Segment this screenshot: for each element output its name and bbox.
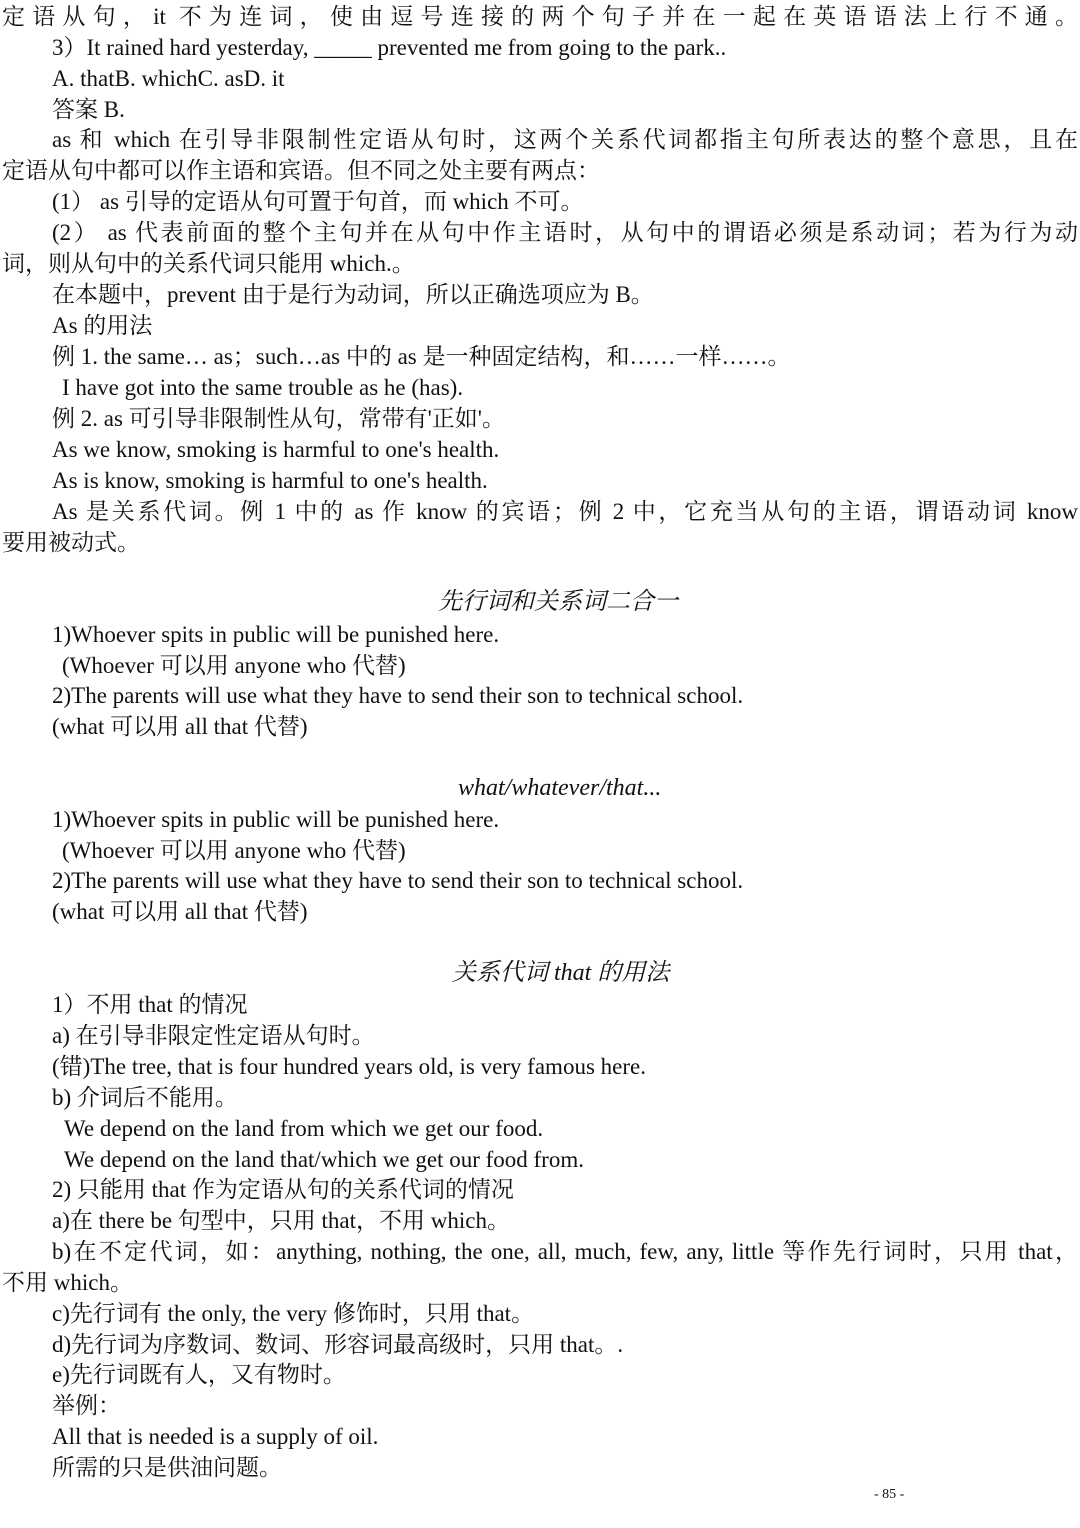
as-usage-example-1: 例 1. the same… as；such…as 中的 as 是一种固定结构，和……一样……。 — [52, 344, 791, 369]
that-rule-a: a) 在引导非限定性定语从句时。 — [52, 1023, 375, 1048]
antecedent-line: 2)The parents will use what they have to send their son to technical school. — [52, 683, 744, 708]
section-heading-antecedent: 先行词和关系词二合一 — [438, 589, 678, 615]
question-3-stem: 3）It rained hard yesterday, _____ prevented me from going to the park.. — [52, 35, 727, 60]
explanation-line: as 和 which 在引导非限制性定语从句时，这两个关系代词都指主句所表达的整个意思，且在 — [52, 127, 1078, 152]
what-line: 1)Whoever spits in public will be punished here. — [52, 807, 500, 832]
that-only-rule-c: c)先行词有 the only, the very 修饰时，只用 that。 — [52, 1301, 535, 1326]
page-number: - 85 - — [874, 1487, 905, 1502]
question-3-options: A. thatB. whichC. asD. it — [52, 66, 285, 91]
as-usage-note: As 是关系代词。例 1 中的 as 作 know 的宾语；例 2 中，它充当从句的主语，谓语动词 know — [52, 499, 1078, 524]
that-sub-heading-2: 2) 只能用 that 作为定语从句的关系代词的情况 — [52, 1177, 514, 1202]
as-usage-example-1-sentence: I have got into the same trouble as he (has). — [62, 375, 464, 400]
as-usage-example-2-sentence: As is know, smoking is harmful to one's health. — [52, 468, 488, 493]
antecedent-line: 1)Whoever spits in public will be punished here. — [52, 622, 500, 647]
that-rule-a-example: (错)The tree, that is four hundred years old, is very famous here. — [52, 1054, 646, 1079]
explanation-point-2-cont: 词，则从句中的关系代词只能用 which.。 — [2, 251, 415, 276]
example-sentence: All that is needed is a supply of oil. — [52, 1424, 379, 1449]
example-label: 举例： — [52, 1393, 121, 1418]
that-only-rule-e: e)先行词既有人，又有物时。 — [52, 1362, 346, 1387]
antecedent-line: (Whoever 可以用 anyone who 代替) — [62, 653, 406, 678]
antecedent-line: (what 可以用 all that 代替) — [52, 714, 308, 739]
as-usage-example-2-sentence: As we know, smoking is harmful to one's health. — [52, 437, 500, 462]
explanation-line: 定语从句中都可以作主语和宾语。但不同之处主要有两点： — [2, 158, 600, 183]
that-sub-heading-1: 1）不用 that 的情况 — [52, 992, 248, 1017]
that-rule-b-example: We depend on the land from which we get our food. — [64, 1116, 544, 1141]
explanation-conclusion: 在本题中，prevent 由于是行为动词，所以正确选项应为 B。 — [52, 282, 654, 307]
as-usage-example-2: 例 2. as 可引导非限制性从句，常带有'正如'。 — [52, 406, 505, 431]
that-rule-b-example: We depend on the land that/which we get our food from. — [64, 1147, 584, 1172]
explanation-point-1: (1） as 引导的定语从句可置于句首，而 which 不可。 — [52, 189, 584, 214]
explanation-point-2: (2） as 代表前面的整个主句并在从句中作主语时，从句中的谓语必须是系动词；若为行为动 — [52, 220, 1078, 245]
intro-line: 定语从句，it 不为连词，使由逗号连接的两个句子并在一起在英语语法上行不通。 — [2, 4, 1078, 29]
what-line: (Whoever 可以用 anyone who 代替) — [62, 838, 406, 863]
section-heading-that: 关系代词 that 的用法 — [452, 960, 670, 986]
what-line: 2)The parents will use what they have to send their son to technical school. — [52, 868, 744, 893]
what-line: (what 可以用 all that 代替) — [52, 899, 308, 924]
that-rule-b: b) 介词后不能用。 — [52, 1085, 238, 1110]
section-heading-what: what/whatever/that... — [458, 775, 662, 801]
that-only-rule-b-cont: 不用 which。 — [2, 1270, 133, 1295]
as-usage-note-cont: 要用被动式。 — [2, 530, 140, 555]
that-only-rule-b: b)在不定代词，如：anything, nothing, the one, all, much, few, any, little 等作先行词时，只用 that， — [52, 1239, 1078, 1264]
example-translation: 所需的只是供油问题。 — [52, 1455, 282, 1480]
as-usage-title: As 的用法 — [52, 313, 153, 338]
that-only-rule-a: a)在 there be 句型中，只用 that，不用 which。 — [52, 1208, 510, 1233]
question-3-answer: 答案 B. — [52, 97, 125, 122]
that-only-rule-d: d)先行词为序数词、数词、形容词最高级时，只用 that。. — [52, 1332, 624, 1357]
